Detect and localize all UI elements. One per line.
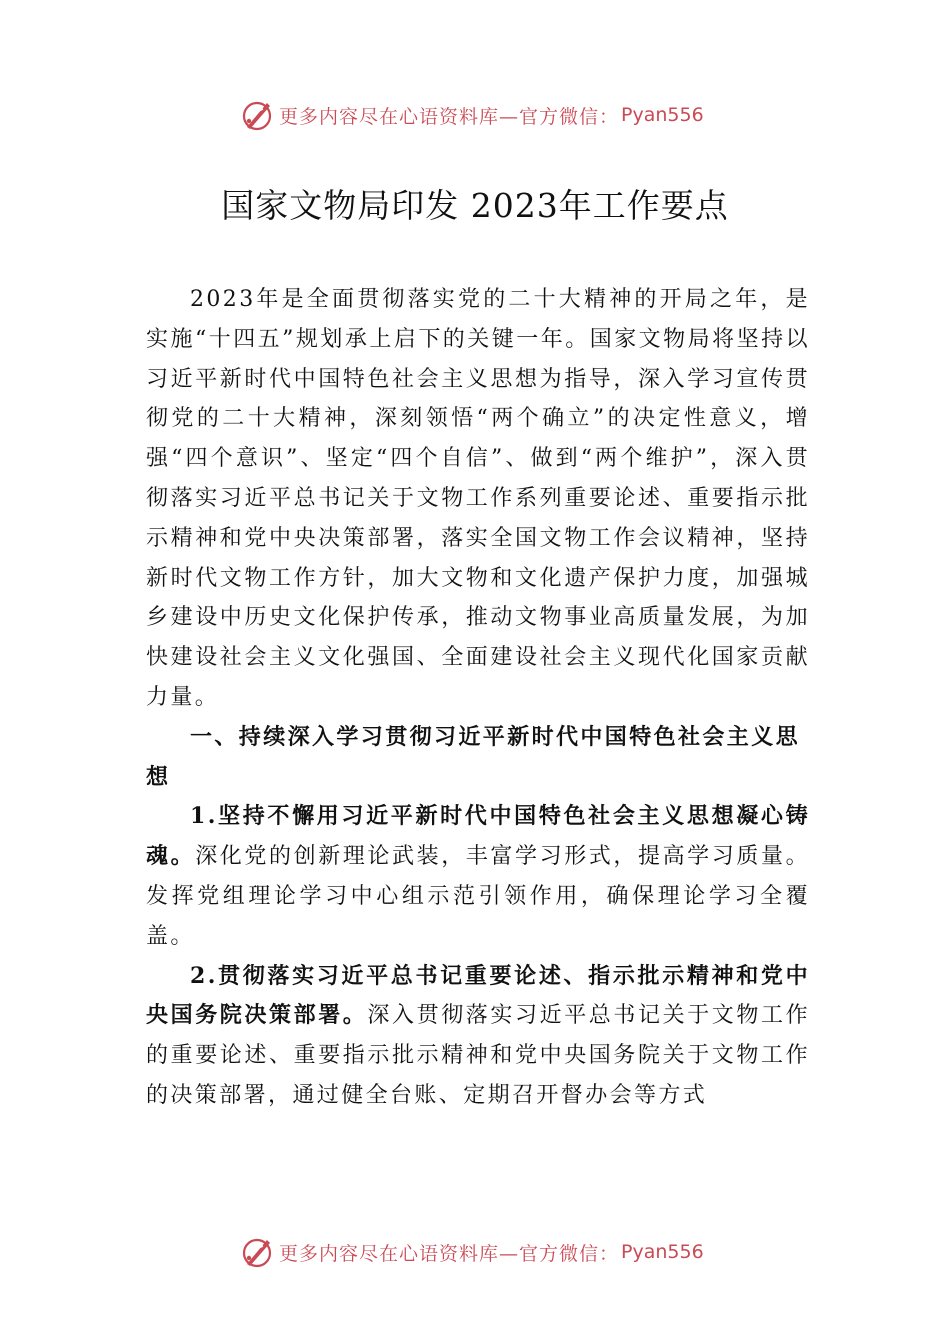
watermark-text: 更多内容尽在心语资料库—官方微信： — [279, 1242, 620, 1265]
document-body — [146, 280, 810, 1116]
item-paragraph-2 — [146, 957, 810, 1116]
quill-seal-logo-icon — [239, 97, 275, 133]
quill-seal-logo-icon — [239, 1234, 275, 1270]
item-paragraph-1 — [146, 797, 810, 956]
section-heading-1: 一、持续深入学习贯彻习近平新时代中国特色社会主义思想 — [146, 724, 801, 790]
document-title: 国家文物局印发 2023年工作要点 — [221, 186, 729, 225]
watermark-text: 更多内容尽在心语资料库—官方微信： — [279, 105, 620, 128]
item-body-2: 深入贯彻落实习近平总书记关于文物工作的重要论述、重要指示批示精神和党中央国务院关于文物工作的决策部署，通过健全台账、定期召开督办会等方式 — [146, 1003, 810, 1108]
intro-paragraph: 2023年是全面贯彻落实党的二十大精神的开局之年，是实施“十四五”规划承上启下的关键一年。国家文物局将坚持以习近平新时代中国特色社会主义思想为指导，深入学习宣传贯彻党的二十大精神，深刻领悟“两个确立”的决定性意义，增强“四个意识”、坚定“四个自信”、做到“两个维护”，深入贯彻落实习近平总书记关于文物工作系列重要论述、重要指示批示精神和党中央决策部署，落实全国文物工作会议精神，坚持新时代文物工作方针，加大文物和文化遗产保护力度，加强城乡建设中历史文化保护传承，推动文物事业高质量发展，为加快建设社会主义文化强国、全面建设社会主义现代化国家贡献力量。 — [146, 287, 810, 710]
watermark-banner-top — [0, 95, 950, 135]
item-lead-1: 1.坚持不懈用习近平新时代中国特色社会主义思想凝心铸魂。 — [146, 803, 810, 870]
watermark-wechat-id: Pyan556 — [621, 1241, 704, 1263]
watermark-wechat-id: Pyan556 — [621, 104, 704, 126]
watermark-banner-bottom — [0, 1232, 950, 1272]
item-body-1: 深化党的创新理论武装，丰富学习形式，提高学习质量。发挥党组理论学习中心组示范引领作用，确保理论学习全覆盖。 — [146, 844, 810, 949]
item-lead-2: 2.贯彻落实习近平总书记重要论述、指示批示精神和党中央国务院决策部署。 — [146, 962, 810, 1029]
